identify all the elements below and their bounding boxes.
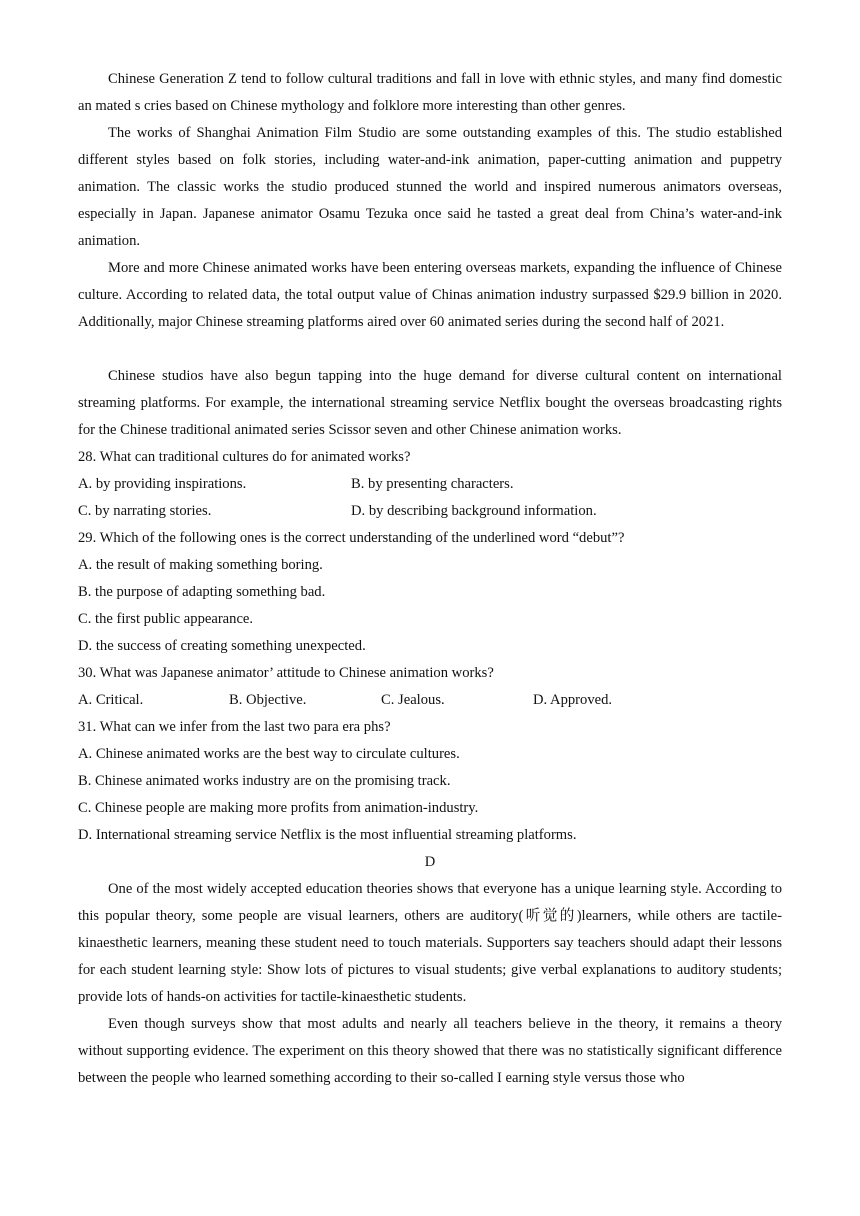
passage-paragraph: More and more Chinese animated works have been entering overseas markets, expanding the influence of Chinese culture. According to related data, the total output value of Chinas animation industry surpassed $29.9 billion in 2020. Additionally, major Chinese streaming platforms aired over 60 animated series during the second half of 2021. — [78, 260, 782, 330]
passage-paragraph: Chinese Generation Z tend to follow cultural traditions and fall in love with ethnic styles, and many find domestic an mated s cries based on Chinese mythology and folklore more interesting than other genres. — [78, 71, 782, 114]
option-d: D. International streaming service Netflix is the most influential streaming platforms. — [78, 827, 577, 843]
question-28-options-row-1 — [78, 471, 782, 498]
option-b: B. the purpose of adapting something bad. — [78, 584, 326, 600]
option-d: D. the success of creating something unexpected. — [78, 638, 366, 654]
question-30-stem: 30. What was Japanese animator’ attitude to Chinese animation works? — [78, 665, 494, 681]
section-heading: D — [424, 854, 436, 870]
option-a: A. Critical. — [78, 692, 144, 708]
passage-paragraph: Even though surveys show that most adults and nearly all teachers believe in the theory, it remains a theory without supporting evidence. The experiment on this theory showed that there was no statistically significant difference between the people who learned something according to their so-called I earning style versus those who — [78, 1016, 782, 1086]
option-d: D. by describing background information. — [351, 503, 597, 519]
question-30-options-row — [78, 687, 782, 714]
option-a: A. the result of making something boring. — [78, 557, 323, 573]
option-c: C. Jealous. — [381, 692, 445, 708]
passage-paragraph: The works of Shanghai Animation Film Studio are some outstanding examples of this. The studio established different styles based on folk stories, including water-and-ink animation, paper-cutting animation and puppetry animation. The classic works the studio produced stunned the world and inspired numerous animators overseas, especially in Japan. Japanese animator Osamu Tezuka once said he tasted a great deal from China’s water-and-ink animation. — [78, 125, 782, 249]
option-b: B. by presenting characters. — [351, 476, 514, 492]
option-b: B. Chinese animated works industry are on the promising track. — [78, 773, 451, 789]
option-c: C. the first public appearance. — [78, 611, 254, 627]
option-a: A. Chinese animated works are the best way to circulate cultures. — [78, 746, 460, 762]
option-a: A. by providing inspirations. — [78, 476, 247, 492]
option-c: C. by narrating stories. — [78, 503, 212, 519]
question-29-stem: 29. Which of the following ones is the correct understanding of the underlined word “debut”? — [78, 530, 625, 546]
question-28-options-row-2 — [78, 498, 782, 525]
document-page — [78, 66, 782, 1092]
passage-paragraph: One of the most widely accepted education theories shows that everyone has a unique learning style. According to this popular theory, some people are visual learners, others are auditory(听觉的)learners, while others are tactile-kinaesthetic learners, meaning these student need to touch materials. Supporters say teachers should adapt their lessons for each student learning style: Show lots of pictures to visual students; give verbal explanations to auditory students; provide lots of hands-on activities for tactile-kinaesthetic students. — [78, 881, 782, 1005]
option-b: B. Objective. — [229, 692, 307, 708]
passage-paragraph: Chinese studios have also begun tapping into the huge demand for diverse cultural content on international streaming platforms. For example, the international streaming service Netflix bought the overseas broadcasting rights for the Chinese traditional animated series Scissor seven and other Chinese animation works. — [78, 368, 782, 438]
question-28-stem: 28. What can traditional cultures do for animated works? — [78, 449, 411, 465]
question-31-stem: 31. What can we infer from the last two para era phs? — [78, 719, 391, 735]
option-d: D. Approved. — [533, 692, 613, 708]
option-c: C. Chinese people are making more profits from animation-industry. — [78, 800, 479, 816]
